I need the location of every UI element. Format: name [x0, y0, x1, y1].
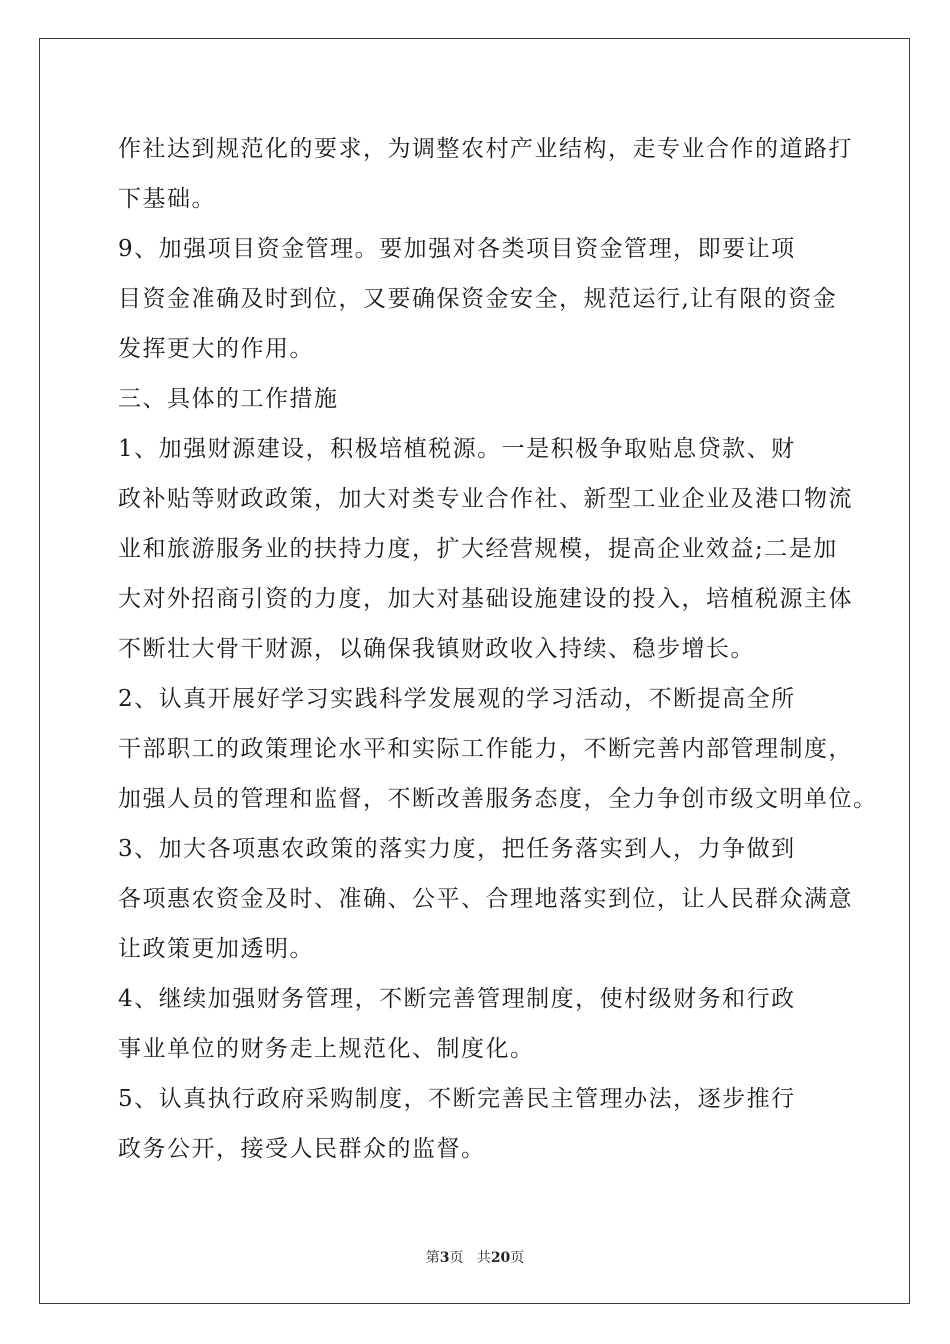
text-line: 目资金准确及时到位，又要确保资金安全，规范运行,让有限的资金 [118, 286, 838, 312]
text-line: 5、认真执行政府采购制度，不断完善民主管理办法，逐步推行 [118, 1086, 796, 1112]
text-line: 加强人员的管理和监督，不断改善服务态度，全力争创市级文明单位。 [118, 786, 878, 812]
total-suffix: 页 [510, 1250, 525, 1266]
text-line: 干部职工的政策理论水平和实际工作能力，不断完善内部管理制度， [118, 736, 853, 762]
text-line: 不断壮大骨干财源，以确保我镇财政收入持续、稳步增长。 [118, 636, 755, 662]
text-line: 2、认真开展好学习实践科学发展观的学习活动，不断提高全所 [118, 686, 796, 712]
page-footer [0, 1247, 950, 1267]
text-line: 事业单位的财务走上规范化、制度化。 [118, 1036, 535, 1062]
text-line: 政务公开，接受人民群众的监督。 [118, 1136, 486, 1162]
text-line: 3、加大各项惠农政策的落实力度，把任务落实到人，力争做到 [118, 836, 796, 862]
text-line: 让政策更加透明。 [118, 936, 314, 962]
text-line: 下基础。 [118, 186, 216, 212]
text-line: 业和旅游服务业的扶持力度，扩大经营规模，提高企业效益;二是加 [118, 536, 838, 562]
total-pages: 20 [490, 1250, 511, 1266]
page-number: 3 [439, 1250, 450, 1266]
document-body [118, 124, 878, 1174]
text-line: 各项惠农资金及时、准确、公平、合理地落实到位，让人民群众满意 [118, 886, 853, 912]
text-line: 大对外招商引资的力度，加大对基础设施建设的投入，培植税源主体 [118, 586, 853, 612]
text-line: 政补贴等财政政策，加大对类专业合作社、新型工业企业及港口物流 [118, 486, 853, 512]
section-heading: 三、具体的工作措施 [118, 386, 339, 412]
text-line: 作社达到规范化的要求，为调整农村产业结构，走专业合作的道路打 [118, 136, 853, 162]
page-prefix: 第 [425, 1250, 440, 1266]
total-prefix: 共 [476, 1250, 491, 1266]
page-suffix: 页 [449, 1250, 464, 1266]
text-line: 9、加强项目资金管理。要加强对各类项目资金管理，即要让项 [118, 236, 796, 262]
text-line: 发挥更大的作用。 [118, 336, 314, 362]
text-line: 4、继续加强财务管理，不断完善管理制度，使村级财务和行政 [118, 986, 796, 1012]
text-line: 1、加强财源建设，积极培植税源。一是积极争取贴息贷款、财 [118, 436, 796, 462]
